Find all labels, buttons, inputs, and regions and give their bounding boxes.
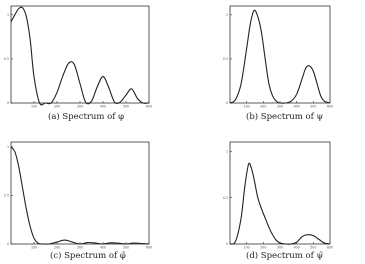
y-tick-label-a-2: 1 (6, 13, 9, 18)
y-tick-label-d-0: 0 (225, 242, 228, 247)
x-tick-label-c-3: 300 (76, 245, 84, 250)
y-tick-label-c-1: 0.5 (3, 193, 9, 198)
x-tick-label-a-2: 200 (53, 104, 61, 109)
spectrum-curve-c-0 (11, 147, 149, 244)
x-tick-label-d-4: 400 (293, 245, 300, 250)
panel-b (183, 0, 365, 132)
caption-b: (b) Spectrum of ψ (246, 112, 324, 122)
x-tick-label-d-5: 500 (310, 245, 317, 250)
panel-a (0, 0, 182, 132)
x-tick-label-c-6: 600 (145, 245, 153, 250)
caption-d: (d) Spectrum of ψ̃ (246, 251, 324, 261)
x-tick-label-d-6: 600 (326, 245, 334, 250)
x-tick-label-d-1: 100 (243, 245, 250, 250)
x-tick-label-c-1: 100 (30, 245, 38, 250)
y-tick-label-b-1: 0.5 (222, 57, 228, 62)
x-tick-label-a-5: 500 (122, 104, 130, 109)
plot-frame-c (11, 142, 149, 244)
panel-d (183, 132, 365, 264)
x-tick-label-b-2: 200 (260, 104, 267, 109)
x-tick-label-a-6: 600 (145, 104, 153, 109)
y-tick-label-a-0: 0 (6, 101, 9, 106)
panel-c (0, 132, 182, 264)
y-tick-label-b-0: 0 (225, 101, 228, 106)
plot-frame-d (230, 142, 330, 244)
x-tick-label-b-1: 100 (243, 104, 250, 109)
x-tick-label-b-3: 300 (276, 104, 284, 109)
y-tick-label-a-1: 0.5 (3, 57, 9, 62)
y-tick-label-b-2: 1 (225, 13, 228, 18)
x-tick-label-a-4: 400 (99, 104, 107, 109)
x-tick-label-d-3: 300 (276, 245, 284, 250)
x-tick-label-b-5: 500 (310, 104, 317, 109)
y-tick-label-d-1: 0.5 (222, 195, 228, 200)
x-tick-label-b-4: 400 (293, 104, 300, 109)
x-tick-label-c-2: 200 (53, 245, 61, 250)
spectrum-curve-b-0 (230, 10, 330, 103)
x-tick-label-a-3: 300 (76, 104, 84, 109)
x-tick-label-b-6: 600 (326, 104, 334, 109)
y-tick-label-c-0: 0 (6, 242, 9, 247)
x-tick-label-c-5: 500 (122, 245, 130, 250)
caption-a: (a) Spectrum of φ (48, 112, 125, 122)
x-tick-label-a-1: 100 (30, 104, 38, 109)
x-tick-label-c-4: 400 (99, 245, 107, 250)
caption-c: (c) Spectrum of φ̃ (50, 251, 126, 261)
spectrum-curve-a-0 (11, 7, 149, 105)
y-tick-label-d-2: 1 (225, 149, 228, 154)
chart-c (0, 132, 182, 264)
plot-frame-b (230, 6, 330, 103)
x-tick-label-d-2: 200 (260, 245, 267, 250)
chart-d (183, 132, 365, 264)
spectrum-curve-d-0 (230, 163, 330, 244)
y-tick-label-c-2: 1 (6, 145, 9, 150)
